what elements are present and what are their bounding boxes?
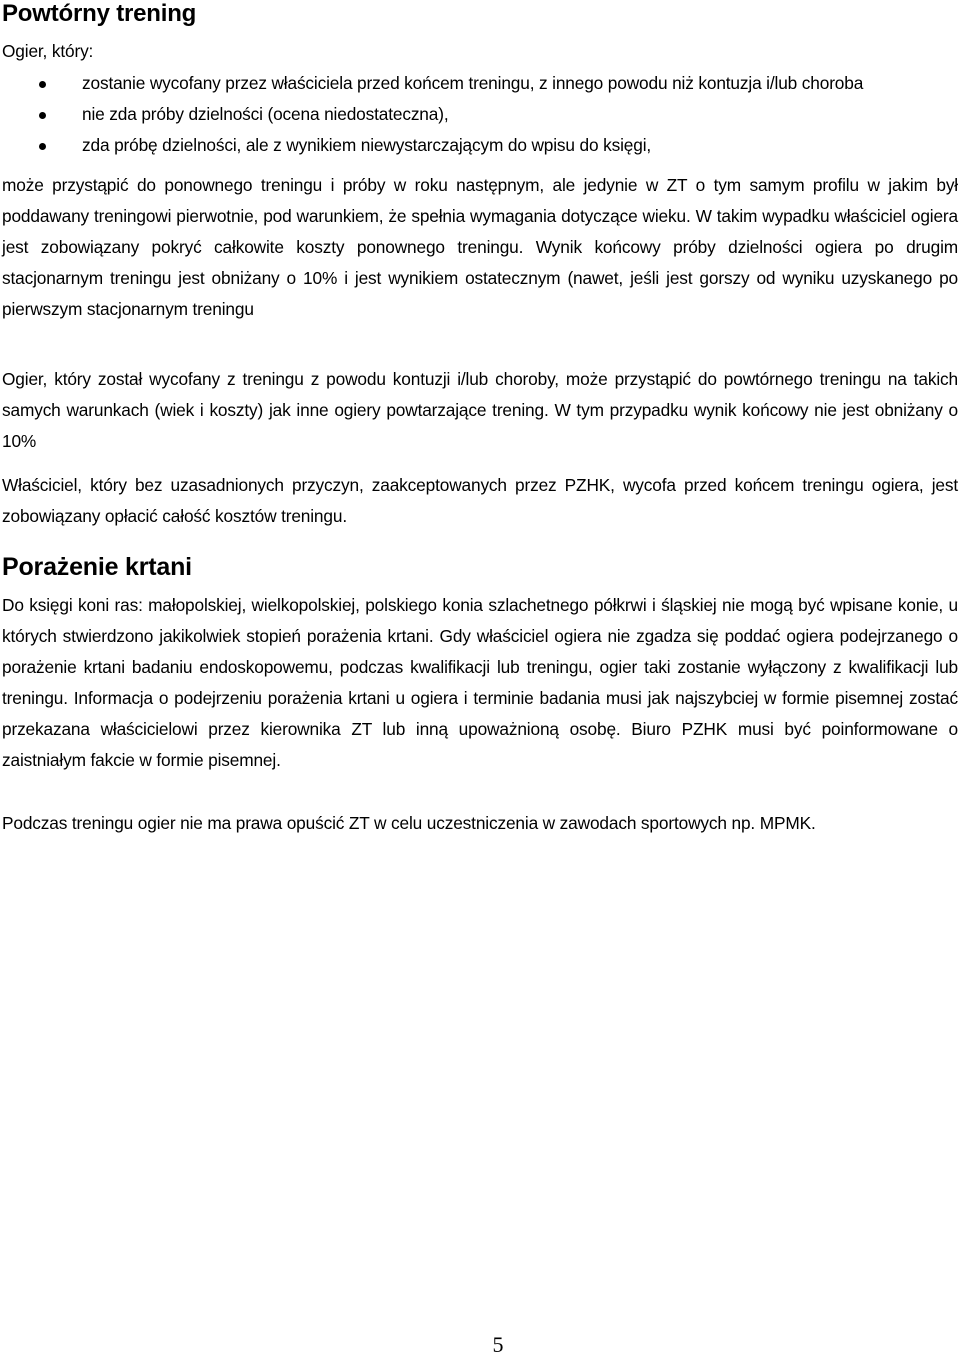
- page-number: 5: [492, 1332, 504, 1357]
- paragraph-owner-costs: Właściciel, który bez uzasadnionych przyczyn, zaakceptowanych przez PZHK, wycofa przed końcem treningu ogiera, jest zobowiązany opłacić całość kosztów treningu.: [2, 475, 958, 526]
- paragraph-injury-withdrawal: Ogier, który został wycofany z treningu z powodu kontuzji i/lub choroby, może przystąpić do powtórnego treningu na takich samych warunkach (wiek i koszty) jak inne ogiery powtarzające trening. W tym przypadku wynik końcowy nie jest obniżany o 10%: [2, 369, 958, 451]
- bullet-list: [2, 68, 958, 161]
- paragraph-retraining-conditions: może przystąpić do ponownego treningu i próby w roku następnym, ale jedynie w ZT o tym samym profilu w jakim był poddawany treningowi pierwotnie, pod warunkiem, że spełnia wymagania dotyczące wieku. W takim wypadku właściciel ogiera jest zobowiązany pokryć całkowite koszty ponownego treningu. Wynik końcowy próby dzielności ogiera po drugim stacjonarnym treningu jest obniżany o 10% i jest wynikiem ostatecznym (nawet, jeśli jest gorszy od wyniku uzyskanego po pierwszym stacjonarnym treningu: [2, 175, 958, 319]
- paragraph-leaving-training-center: Podczas treningu ogier nie ma prawa opuścić ZT w celu uczestniczenia w zawodach sportowych np. MPMK.: [2, 813, 816, 833]
- section-title-porazenie-krtani: Porażenie krtani: [2, 553, 192, 581]
- bullet-icon: [39, 81, 46, 88]
- intro-text: Ogier, który:: [2, 41, 94, 61]
- paragraph-larynx-paralysis: Do księgi koni ras: małopolskiej, wielkopolskiej, polskiego konia szlachetnego półkrwi i śląskiej nie mogą być wpisane konie, u których stwierdzono jakikolwiek stopień porażenia krtani. Gdy właściciel ogiera nie zgadza się poddać ogiera podejrzanego o porażenie krtani badaniu endoskopowemu, podczas kwalifikacji lub treningu, ogier taki zostanie wyłączony z kwalifikacji lub treningu. Informacja o podejrzeniu porażenia krtani u ogiera i terminie badania musi jak najszybciej w formie pisemnej zostać przekazana właścicielowi przez kierownika ZT lub inną upoważnioną osobę. Biuro PZHK musi być poinformowane o zaistniałym fakcie w formie pisemnej.: [2, 595, 958, 770]
- list-item: [2, 68, 958, 99]
- list-item: [2, 99, 958, 130]
- list-item-text: zda próbę dzielności, ale z wynikiem niewystarczającym do wpisu do księgi,: [82, 135, 652, 155]
- bullet-icon: [39, 112, 46, 119]
- bullet-icon: [39, 143, 46, 150]
- section-title-powtorny-trening: Powtórny trening: [2, 0, 197, 27]
- list-item-text: nie zda próby dzielności (ocena niedostateczna),: [82, 104, 449, 124]
- list-item-text: zostanie wycofany przez właściciela przed końcem treningu, z innego powodu niż kontuzja i/lub choroba: [82, 73, 864, 93]
- list-item: [2, 130, 958, 161]
